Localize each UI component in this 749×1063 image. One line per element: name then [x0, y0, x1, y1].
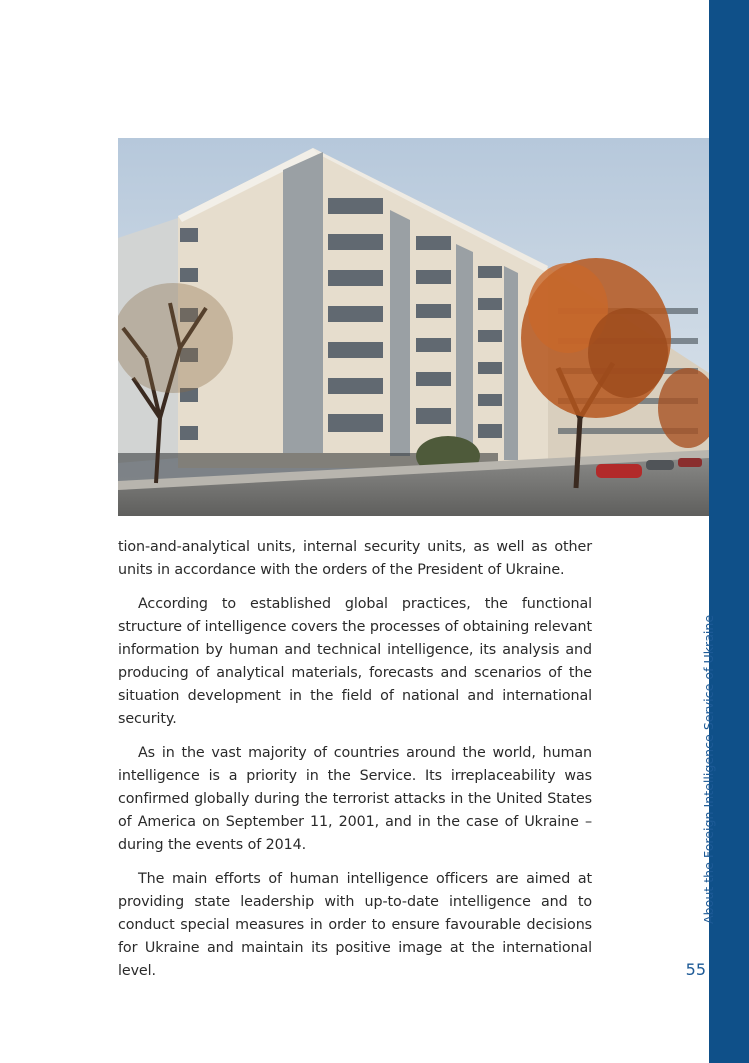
- car: [596, 464, 642, 478]
- running-header-caption: About the Foreign Intelligence Service of Ukraine: [701, 614, 716, 924]
- car: [678, 458, 702, 467]
- paragraph: tion-and-analytical units, internal security units, as well as other units in accordance with the orders of the President of Ukraine.: [118, 539, 592, 578]
- page-number: 55: [685, 960, 706, 979]
- body-text: [118, 536, 592, 994]
- car: [646, 460, 674, 470]
- paragraph: As in the vast majority of countries around the world, human intelligence is a priority in the Service. Its irreplaceability was confirmed globally during the terrorist attacks in the United States of America on September 11, 2001, and in the case of Ukraine – during the events of 2014.: [118, 745, 592, 853]
- building-photo: [118, 138, 709, 516]
- paragraph: According to established global practices, the functional structure of intelligence covers the processes of obtaining relevant information by human and technical intelligence, its analysis and producing of analytical materials, forecasts and scenarios of the situation development in the field of national and international security.: [118, 596, 592, 727]
- building-illustration: [118, 138, 709, 516]
- paragraph: The main efforts of human intelligence officers are aimed at providing state leadership with up-to-date intelligence and to conduct special measures in order to ensure favourable decisions for Ukraine and maintain its positive image at the international level.: [118, 871, 592, 979]
